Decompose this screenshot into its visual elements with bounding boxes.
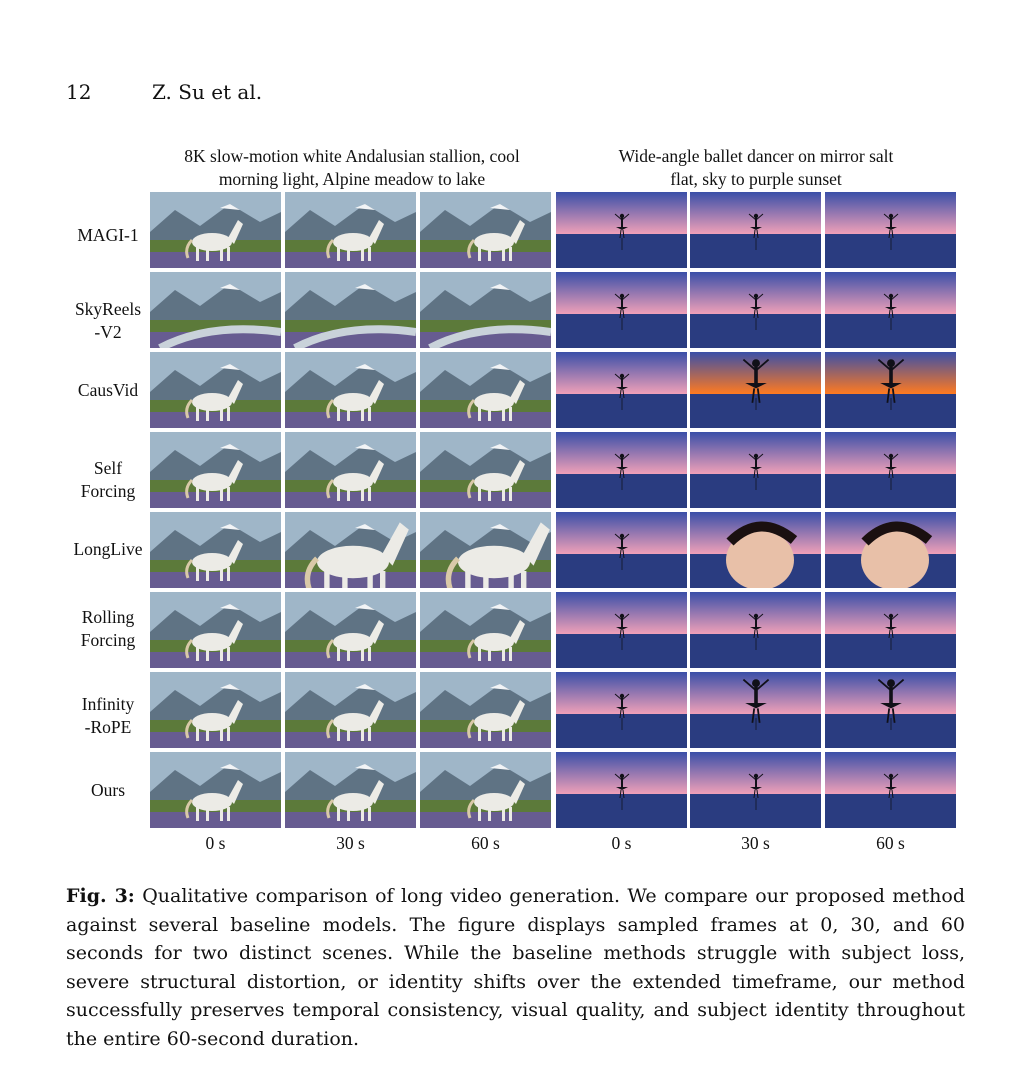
frame-thumbnail-image [556,592,687,668]
frame-thumbnail-image [556,432,687,508]
frame-skyreels-horse-0s [150,272,281,348]
frame-infinity-rope-ballet-0s [556,672,687,748]
frame-thumbnail-image [150,192,281,268]
frame-thumbnail-image [150,432,281,508]
frame-thumbnail-image [285,272,416,348]
method-label-line: -RoPE [84,717,132,737]
frame-rolling-forcing-ballet-60s [825,592,956,668]
frame-causvid-ballet-60s [825,352,956,428]
frame-skyreels-horse-30s [285,272,416,348]
frame-thumbnail-image [825,432,956,508]
frame-longlive-horse-0s [150,512,281,588]
frame-rolling-forcing-ballet-30s [690,592,821,668]
frame-magi1-ballet-60s [825,192,956,268]
frame-thumbnail-image [285,352,416,428]
frame-thumbnail-image [285,432,416,508]
frame-thumbnail-image [150,752,281,828]
method-label-causvid [58,379,158,402]
frame-thumbnail-image [420,672,551,748]
frame-thumbnail-image [825,352,956,428]
frame-self-forcing-horse-30s [285,432,416,508]
frame-thumbnail-image [285,592,416,668]
time-label-ballet-30s: 30 s [741,833,770,853]
frame-thumbnail-image [285,512,416,588]
frame-ours-horse-30s [285,752,416,828]
frame-thumbnail-image [556,272,687,348]
frame-thumbnail-image [285,192,416,268]
method-label-ours [58,779,158,802]
method-label-longlive [58,538,158,561]
method-label-line: Infinity [81,694,135,714]
frame-thumbnail-image [690,672,821,748]
frame-causvid-horse-60s [420,352,551,428]
frame-thumbnail-image [150,352,281,428]
frame-thumbnail-image [690,272,821,348]
frame-thumbnail-image [690,592,821,668]
frame-self-forcing-horse-60s [420,432,551,508]
frame-causvid-ballet-30s [690,352,821,428]
frame-thumbnail-image [690,192,821,268]
method-label-line: Rolling [81,607,135,627]
frame-thumbnail-image [825,672,956,748]
method-label-line: Forcing [80,481,136,501]
frame-ours-ballet-60s [825,752,956,828]
time-label-horse-0s: 0 s [205,833,226,853]
frame-skyreels-horse-60s [420,272,551,348]
time-label-ballet-0s: 0 s [611,833,632,853]
method-label-line: -V2 [94,322,122,342]
method-label-line: LongLive [73,539,143,559]
frame-magi1-ballet-0s [556,192,687,268]
scene-title-ballet-line1: Wide-angle ballet dancer on mirror salt [618,146,894,166]
figure-caption-text: Qualitative comparison of long video generation. We compare our proposed method against several baseline models. The figure displays sampled frames at 0, 30, and 60 seconds for two distinct scenes. While the baseline methods struggle with subject loss, severe structural distortion, or identity shifts over the extended timeframe, our method successfully preserves temporal consistency, visual quality, and subject identity throughout the entire 60-second duration. [66,885,965,1050]
method-label-line: CausVid [77,380,139,400]
frame-thumbnail-image [285,672,416,748]
method-label-line: MAGI-1 [77,225,139,245]
frame-thumbnail-image [556,192,687,268]
method-label-line: Ours [90,780,126,800]
scene-title-horse-line1: 8K slow-motion white Andalusian stallion, cool [184,146,520,166]
frame-thumbnail-image [690,512,821,588]
method-label-skyreels [58,298,158,344]
frame-ours-ballet-0s [556,752,687,828]
frame-thumbnail-image [150,672,281,748]
frame-magi1-horse-30s [285,192,416,268]
frame-thumbnail-image [825,592,956,668]
time-label-horse-30s: 30 s [336,833,365,853]
method-label-rolling-forcing [58,606,158,652]
frame-self-forcing-ballet-30s [690,432,821,508]
figure-caption-label: Fig. 3: [66,885,135,907]
frame-thumbnail-image [420,592,551,668]
frame-thumbnail-image [556,352,687,428]
frame-ours-ballet-30s [690,752,821,828]
frame-infinity-rope-horse-30s [285,672,416,748]
frame-longlive-ballet-30s [690,512,821,588]
method-label-infinity-rope [58,693,158,739]
frame-ours-horse-0s [150,752,281,828]
frame-thumbnail-image [285,752,416,828]
frame-magi1-horse-60s [420,192,551,268]
frame-ours-horse-60s [420,752,551,828]
frame-longlive-horse-30s [285,512,416,588]
time-label-ballet-60s: 60 s [876,833,905,853]
frame-thumbnail-image [556,672,687,748]
frame-thumbnail-image [690,432,821,508]
frame-thumbnail-image [420,512,551,588]
frame-thumbnail-image [556,512,687,588]
frame-thumbnail-image [825,512,956,588]
method-label-magi1 [58,224,158,247]
frame-self-forcing-ballet-60s [825,432,956,508]
frame-skyreels-ballet-30s [690,272,821,348]
frame-self-forcing-horse-0s [150,432,281,508]
frame-thumbnail-image [825,272,956,348]
frame-causvid-horse-0s [150,352,281,428]
frame-thumbnail-image [825,192,956,268]
frame-longlive-ballet-60s [825,512,956,588]
figure-caption [66,882,965,1053]
scene-title-ballet [555,145,957,191]
frame-thumbnail-image [150,272,281,348]
running-head-authors: Z. Su et al. [152,80,263,104]
frame-thumbnail-image [420,272,551,348]
frame-rolling-forcing-ballet-0s [556,592,687,668]
frame-thumbnail-image [150,592,281,668]
frame-thumbnail-image [150,512,281,588]
scene-title-ballet-line2: flat, sky to purple sunset [670,169,842,189]
frame-causvid-horse-30s [285,352,416,428]
frame-skyreels-ballet-0s [556,272,687,348]
method-label-line: Self [93,458,123,478]
frame-magi1-horse-0s [150,192,281,268]
frame-thumbnail-image [825,752,956,828]
frame-rolling-forcing-horse-30s [285,592,416,668]
frame-infinity-rope-horse-60s [420,672,551,748]
frame-infinity-rope-ballet-30s [690,672,821,748]
frame-thumbnail-image [420,352,551,428]
method-label-line: SkyReels [74,299,142,319]
page-number: 12 [66,80,92,104]
frame-rolling-forcing-horse-60s [420,592,551,668]
frame-rolling-forcing-horse-0s [150,592,281,668]
frame-magi1-ballet-30s [690,192,821,268]
frame-infinity-rope-ballet-60s [825,672,956,748]
scene-title-horse-line2: morning light, Alpine meadow to lake [218,169,486,189]
frame-thumbnail-image [690,352,821,428]
frame-thumbnail-image [420,432,551,508]
frame-skyreels-ballet-60s [825,272,956,348]
method-label-line: Forcing [80,630,136,650]
frame-infinity-rope-horse-0s [150,672,281,748]
frame-longlive-ballet-0s [556,512,687,588]
frame-self-forcing-ballet-0s [556,432,687,508]
frame-thumbnail-image [690,752,821,828]
method-label-self-forcing [58,457,158,503]
frame-longlive-horse-60s [420,512,551,588]
scene-title-horse [150,145,554,191]
frame-causvid-ballet-0s [556,352,687,428]
frame-thumbnail-image [420,752,551,828]
frame-thumbnail-image [556,752,687,828]
frame-thumbnail-image [420,192,551,268]
time-label-horse-60s: 60 s [471,833,500,853]
